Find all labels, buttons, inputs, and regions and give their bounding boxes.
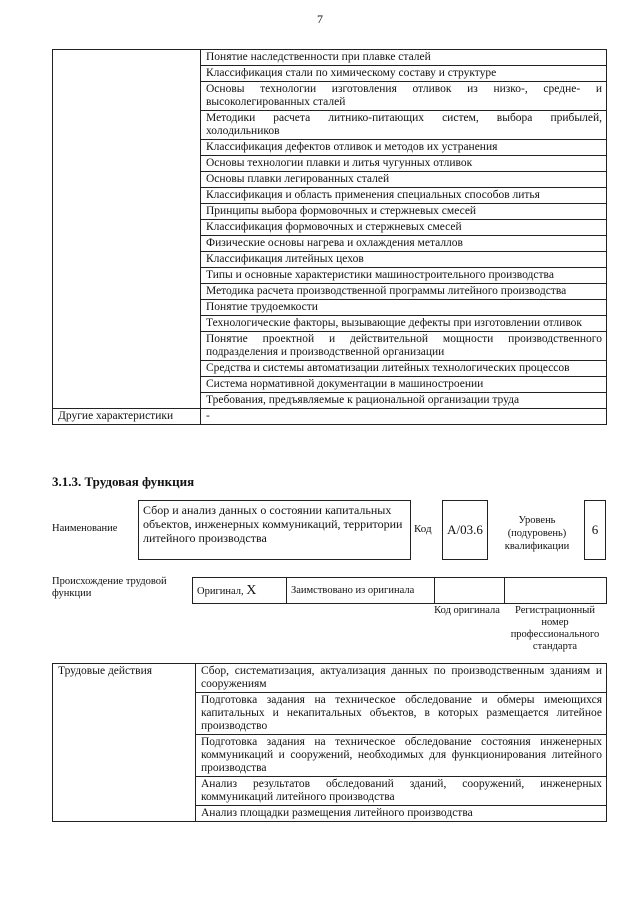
section-title: 3.1.3. Трудовая функция <box>52 474 195 489</box>
knowledge-item: Принципы выбора формовочных и стержневых смесей <box>201 204 607 220</box>
knowledge-item: Методика расчета производственной программы литейного производства <box>201 284 607 300</box>
name-label: Наименование <box>52 523 118 534</box>
knowledge-item: Основы технологии плавки и литья чугунных отливок <box>201 156 607 172</box>
code-original-caption: Код оригинала <box>434 605 500 616</box>
knowledge-item: Понятие трудоемкости <box>201 300 607 316</box>
labor-action-item: Анализ результатов обследований зданий, сооружений, инженерных коммуникаций литейного производства <box>196 777 607 806</box>
origin-code-cell <box>435 578 505 604</box>
knowledge-item: Понятие наследственности при плавке сталей <box>201 50 607 66</box>
table-row <box>53 664 607 693</box>
labor-actions-label: Трудовые действия <box>53 664 196 822</box>
knowledge-item: Классификация стали по химическому составу и структуре <box>201 66 607 82</box>
knowledge-item: Типы и основные характеристики машиностроительного производства <box>201 268 607 284</box>
origin-table <box>192 577 607 604</box>
knowledge-item: Основы технологии изготовления отливок из низко-, средне- и высоколегированных сталей <box>201 82 607 111</box>
knowledge-table <box>52 49 607 425</box>
reg-number-caption: Регистрационный номер профессионального стандарта <box>510 605 600 652</box>
knowledge-item: Понятие проектной и действительной мощности производственного подразделения и производственной организации <box>201 332 607 361</box>
knowledge-item: Основы плавки легированных сталей <box>201 172 607 188</box>
other-characteristics-label: Другие характеристики <box>53 409 201 425</box>
code-box: А/03.6 <box>442 500 488 560</box>
knowledge-item: Система нормативной документации в машиностроении <box>201 377 607 393</box>
knowledge-item: Классификация литейных цехов <box>201 252 607 268</box>
original-cell: Оригинал, X <box>193 578 287 604</box>
origin-label: Происхождение трудовой функции <box>52 576 167 599</box>
knowledge-item: Классификация дефектов отливок и методов их устранения <box>201 140 607 156</box>
level-label: Уровень (подуровень) квалификации <box>504 515 570 552</box>
table-row <box>53 50 607 66</box>
function-name-box: Сбор и анализ данных о состоянии капитальных объектов, инженерных коммуникаций, территории литейного производства <box>138 500 411 560</box>
knowledge-item: Требования, предъявляемые к рациональной организации труда <box>201 393 607 409</box>
table-row <box>53 409 607 425</box>
knowledge-item: Классификация и область применения специальных способов литья <box>201 188 607 204</box>
other-characteristics-value: - <box>201 409 607 425</box>
page-number: 7 <box>317 12 323 26</box>
labor-action-item: Сбор, систематизация, актуализация данных по производственным зданиям и сооружениям <box>196 664 607 693</box>
original-mark: X <box>246 582 257 598</box>
level-box: 6 <box>584 500 606 560</box>
empty-label-cell <box>53 50 201 409</box>
knowledge-item: Физические основы нагрева и охлаждения металлов <box>201 236 607 252</box>
labor-action-item: Анализ площадки размещения литейного производства <box>196 806 607 822</box>
code-label: Код <box>414 523 432 535</box>
original-label: Оригинал <box>197 585 241 597</box>
knowledge-item: Средства и системы автоматизации литейных технологических процессов <box>201 361 607 377</box>
borrowed-cell: Заимствовано из оригинала <box>287 578 435 604</box>
labor-action-item: Подготовка задания на техническое обследование и обмеры имеющихся капитальных и некапитальных объектов, в которых размещается литейное производство <box>196 693 607 735</box>
labor-action-item: Подготовка задания на техническое обследование состояния инженерных коммуникаций и сооружений, необходимых для функционирования литейного производства <box>196 735 607 777</box>
knowledge-item: Методики расчета литнико-питающих систем, выбора прибылей, холодильников <box>201 111 607 140</box>
reg-number-cell <box>505 578 607 604</box>
knowledge-item: Классификация формовочных и стержневых смесей <box>201 220 607 236</box>
knowledge-item: Технологические факторы, вызывающие дефекты при изготовлении отливок <box>201 316 607 332</box>
labor-actions-table <box>52 663 607 822</box>
